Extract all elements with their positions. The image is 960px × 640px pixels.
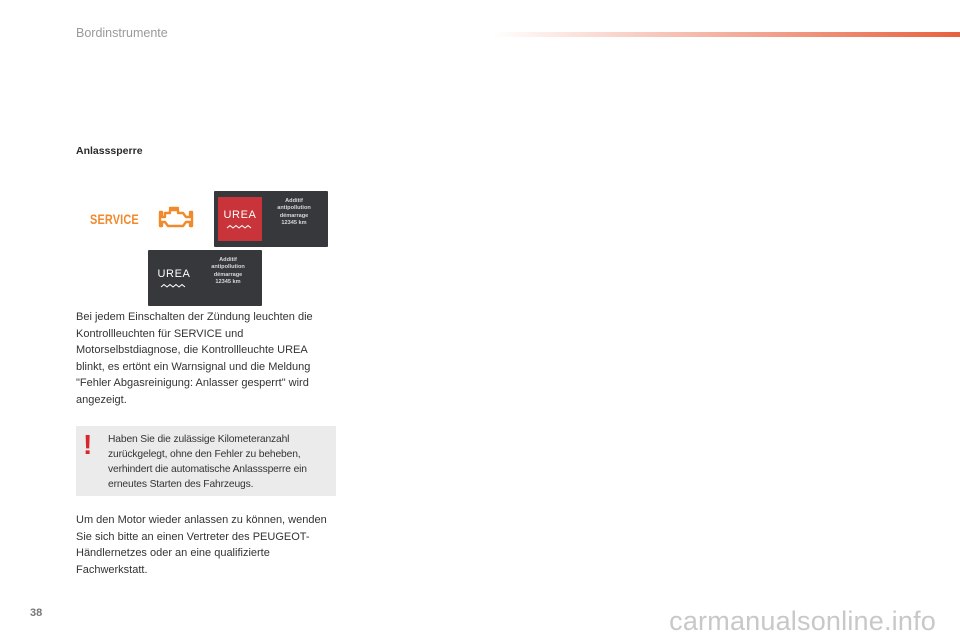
exclamation-icon: !: [83, 429, 93, 460]
body-paragraph: Um den Motor wieder anlassen zu können, wenden Sie sich bitte an einen Vertreter des PEUGEOT-Händlernetzes oder an eine qualifizierte Fachwerkstatt.: [76, 514, 327, 576]
message-line: 12345 km: [281, 219, 307, 226]
engine-check-icon: [156, 204, 194, 232]
message-line: antipollution: [211, 264, 245, 271]
display-panel-active: [214, 191, 328, 247]
watermark: carmanualsonline.info: [669, 606, 936, 636]
display-message: [266, 198, 322, 227]
warning-text: Haben Sie die zulässige Kilometeranzahl zurückgelegt, ohne den Fehler zu beheben, verhindert die automatische Anlasssperre ein erneutes Starten des Fahrzeugs.: [108, 434, 307, 490]
urea-warning-box: [152, 256, 196, 300]
message-line: Additif: [219, 257, 237, 263]
wave-icon: [160, 283, 188, 289]
section-heading: Anlasssperre: [76, 145, 143, 157]
message-line: démarrage: [279, 212, 309, 219]
message-line: Additif: [285, 198, 303, 204]
urea-warning-box: [218, 197, 262, 241]
display-message: [200, 257, 256, 286]
message-line: antipollution: [277, 205, 311, 212]
wave-icon: [226, 224, 254, 230]
page-number: 38: [30, 607, 43, 619]
page-header-title: Bordinstrumente: [76, 26, 168, 40]
message-line: démarrage: [213, 271, 243, 278]
warning-note: [76, 426, 336, 496]
urea-label: UREA: [223, 208, 257, 221]
header-accent-bar: [492, 32, 960, 37]
body-paragraph: Bei jedem Einschalten der Zündung leuchten die Kontrollleuchten für SERVICE und Motorselbstdiagnose, die Kontrollleuchte UREA blinkt, es ertönt ein Warnsignal und die Meldung "Fehler Abgasreinigung: Anlasser gesperrt" wird angezeigt.: [76, 311, 313, 406]
service-indicator: SERVICE: [90, 211, 139, 227]
display-panel-inactive: [148, 250, 262, 306]
urea-label: UREA: [157, 267, 191, 280]
message-line: 12345 km: [215, 278, 241, 285]
